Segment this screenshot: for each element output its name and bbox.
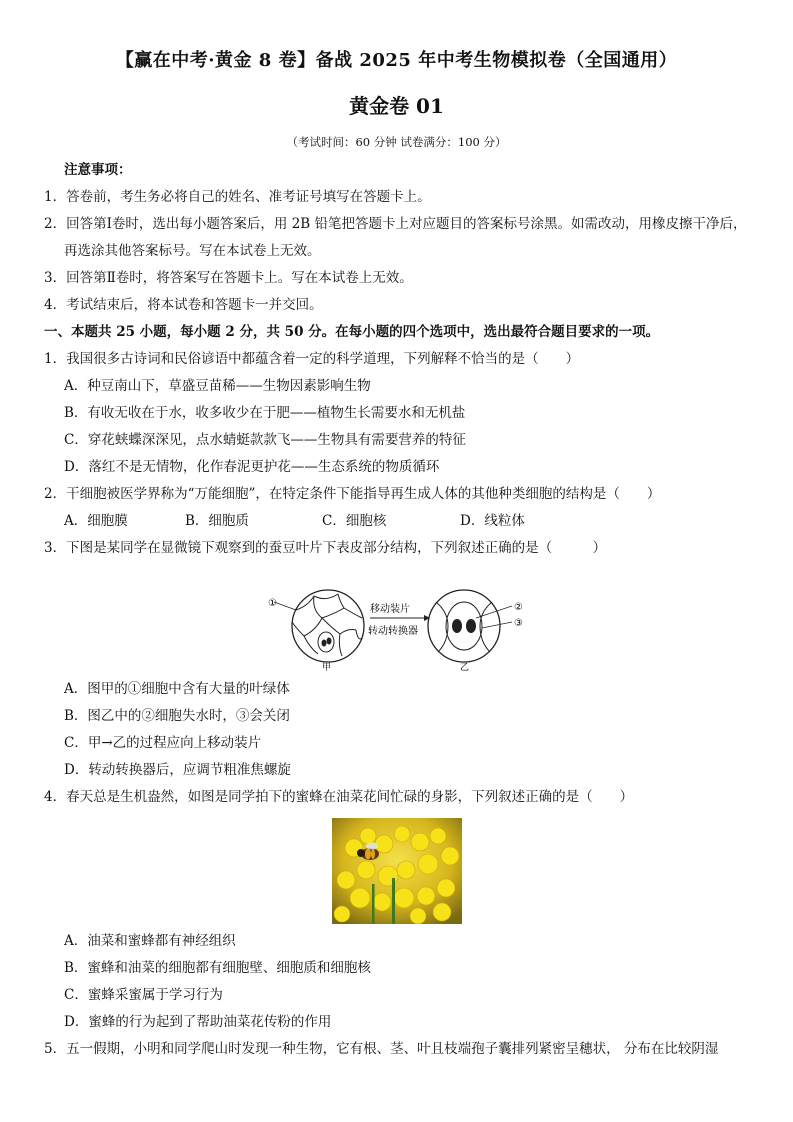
arrow-label-top: 移动装片 — [370, 604, 410, 615]
figure-label-1: ① — [268, 598, 277, 609]
question-stem: 2．干细胞被医学界称为“万能细胞”，在特定条件下能指导再生成人体的其他种类细胞的结构是（ ） — [44, 486, 661, 502]
notes-heading: 注意事项： — [64, 162, 132, 178]
option-a: A．种豆南山下，草盛豆苗稀——生物因素影响生物 — [64, 378, 371, 394]
exam-title: 【赢在中考·黄金 8 卷】备战 2025 年中考生物模拟卷（全国通用） — [115, 50, 678, 71]
question-stem: 5．五一假期，小明和同学爬山时发现一种生物，它有根、茎、叶且枝端孢子囊排列紧密呈穗状， 分布在比较阴湿 — [44, 1041, 719, 1057]
option-c: C．细胞核 — [322, 513, 387, 529]
arrow-label-bottom: 转动转换器 — [368, 626, 418, 637]
question-stem: 4．春天总是生机盎然，如图是同学拍下的蜜蜂在油菜花间忙碌的身影，下列叙述正确的是（ ） — [44, 789, 634, 805]
question-stem: 3．下图是某同学在显微镜下观察到的蚕豆叶片下表皮部分结构，下列叙述正确的是（ ） — [44, 540, 607, 556]
figure-label-3: ③ — [514, 618, 523, 629]
bee-on-rapeseed-photo — [332, 818, 462, 924]
option-c: C．蜜蜂采蜜属于学习行为 — [64, 987, 223, 1003]
option-b: B．图乙中的②细胞失水时，③会关闭 — [64, 708, 290, 724]
note-item: 3．回答第Ⅱ卷时，将答案写在答题卡上。写在本试卷上无效。 — [44, 270, 413, 286]
figure-caption-right: 乙 — [460, 663, 470, 672]
option-b: B．蜜蜂和油菜的细胞都有细胞壁、细胞质和细胞核 — [64, 960, 371, 976]
option-c: C．甲→乙的过程应向上移动装片 — [64, 735, 262, 751]
option-d: D．转动转换器后，应调节粗准焦螺旋 — [64, 762, 291, 778]
option-b: B．细胞质 — [185, 513, 249, 529]
option-d: D．线粒体 — [460, 513, 525, 529]
microscope-figure — [268, 588, 530, 672]
option-b: B．有收无收在于水，收多收少在于肥——植物生长需要水和无机盐 — [64, 405, 466, 421]
figure-label-2: ② — [514, 602, 523, 613]
note-item: 2．回答第Ⅰ卷时，选出每小题答案后，用 2B 铅笔把答题卡上对应题目的答案标号涂黑。如需改动，用橡皮擦干净后， — [44, 216, 747, 232]
option-d: D．落红不是无情物，化作春泥更护花——生态系统的物质循环 — [64, 459, 440, 475]
option-a: A．油菜和蜜蜂都有神经组织 — [64, 933, 236, 949]
note-item: 4．考试结束后，将本试卷和答题卡一并交回。 — [44, 297, 323, 313]
exam-subtitle: 黄金卷 01 — [349, 94, 444, 118]
option-c: C．穿花蛱蝶深深见，点水蜻蜓款款飞——生物具有需要营养的特征 — [64, 432, 466, 448]
note-item-continued: 再选涂其他答案标号。写在本试卷上无效。 — [64, 243, 321, 259]
section-heading: 一、本题共 25 小题，每小题 2 分，共 50 分。在每小题的四个选项中，选出最符合题目要求的一项。 — [44, 324, 660, 340]
figure-caption-left: 甲 — [322, 663, 332, 672]
option-d: D．蜜蜂的行为起到了帮助油菜花传粉的作用 — [64, 1014, 332, 1030]
option-a: A．细胞膜 — [64, 513, 128, 529]
note-item: 1．答卷前，考生务必将自己的姓名、准考证号填写在答题卡上。 — [44, 189, 431, 205]
question-stem: 1．我国很多古诗词和民俗谚语中都蕴含着一定的科学道理，下列解释不恰当的是（ ） — [44, 351, 580, 367]
option-a: A．图甲的①细胞中含有大量的叶绿体 — [64, 681, 290, 697]
exam-meta: （考试时间：60 分钟 试卷满分：100 分） — [286, 135, 507, 149]
